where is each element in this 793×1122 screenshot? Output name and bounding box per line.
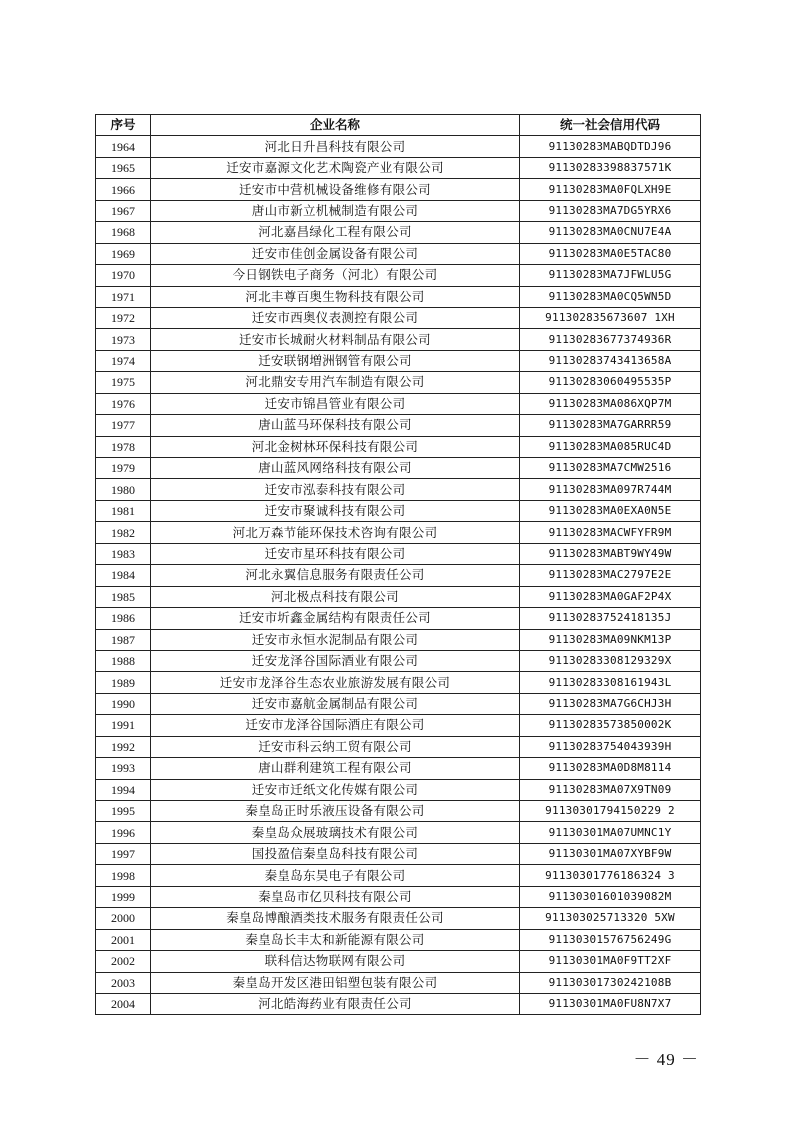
serial-number-cell: 1992 [96, 736, 151, 757]
company-name-cell: 迁安市聚诚科技有限公司 [151, 500, 520, 521]
company-name-cell: 迁安市迁纸文化传媒有限公司 [151, 779, 520, 800]
table-row [96, 779, 701, 800]
credit-code-cell: 91130283MA097R744M [520, 479, 701, 500]
credit-code-cell: 91130283060495535P [520, 372, 701, 393]
table-row [96, 736, 701, 757]
credit-code-cell: 91130283MA7G6CHJ3H [520, 693, 701, 714]
credit-code-cell: 91130283752418135J [520, 608, 701, 629]
serial-number-cell: 1973 [96, 329, 151, 350]
credit-code-cell: 911302835673607 1XH [520, 307, 701, 328]
company-name-cell: 河北金树林环保科技有限公司 [151, 436, 520, 457]
company-name-cell: 迁安市嘉航金属制品有限公司 [151, 693, 520, 714]
table-row [96, 908, 701, 929]
table-body [96, 136, 701, 1015]
table-row [96, 157, 701, 178]
credit-code-cell: 91130301MA07UMNC1Y [520, 822, 701, 843]
table-row [96, 843, 701, 864]
serial-number-cell: 1965 [96, 157, 151, 178]
credit-code-cell: 91130283573850002K [520, 715, 701, 736]
serial-number-cell: 2002 [96, 951, 151, 972]
table-row [96, 136, 701, 157]
credit-code-cell: 91130301MA0F9TT2XF [520, 951, 701, 972]
table-row [96, 500, 701, 521]
serial-number-cell: 1981 [96, 500, 151, 521]
company-name-cell: 秦皇岛市亿贝科技有限公司 [151, 886, 520, 907]
serial-number-cell: 1979 [96, 458, 151, 479]
credit-code-cell: 91130283MA0GAF2P4X [520, 586, 701, 607]
credit-code-cell: 91130283MABT9WY49W [520, 543, 701, 564]
serial-number-cell: 1989 [96, 672, 151, 693]
credit-code-cell: 91130283MABQDTDJ96 [520, 136, 701, 157]
company-name-cell: 今日钢铁电子商务（河北）有限公司 [151, 265, 520, 286]
company-name-cell: 秦皇岛正时乐液压设备有限公司 [151, 801, 520, 822]
table-row [96, 543, 701, 564]
credit-code-cell: 911303025713320 5XW [520, 908, 701, 929]
company-name-cell: 迁安市永恒水泥制品有限公司 [151, 629, 520, 650]
company-name-cell: 河北嘉昌绿化工程有限公司 [151, 222, 520, 243]
serial-number-cell: 1998 [96, 865, 151, 886]
serial-number-cell: 1997 [96, 843, 151, 864]
serial-number-cell: 1999 [96, 886, 151, 907]
company-list-sheet [95, 114, 700, 1015]
credit-code-cell: 91130283MA7GARRR59 [520, 415, 701, 436]
serial-number-cell: 1976 [96, 393, 151, 414]
serial-number-cell: 1971 [96, 286, 151, 307]
serial-number-cell: 1994 [96, 779, 151, 800]
serial-number-cell: 1975 [96, 372, 151, 393]
company-name-cell: 秦皇岛开发区港田铝塑包装有限公司 [151, 972, 520, 993]
company-registry-table [95, 114, 701, 1015]
company-name-cell: 河北日升昌科技有限公司 [151, 136, 520, 157]
credit-code-cell: 91130283MA7JFWLU5G [520, 265, 701, 286]
serial-number-cell: 2000 [96, 908, 151, 929]
serial-number-cell: 1984 [96, 565, 151, 586]
company-name-cell: 迁安市嘉源文化艺术陶瓷产业有限公司 [151, 157, 520, 178]
company-name-cell: 秦皇岛众展玻璃技术有限公司 [151, 822, 520, 843]
serial-number-cell: 1969 [96, 243, 151, 264]
table-row [96, 929, 701, 950]
table-row [96, 608, 701, 629]
table-row [96, 222, 701, 243]
table-row [96, 993, 701, 1014]
company-name-cell: 河北万森节能环保技术咨询有限公司 [151, 522, 520, 543]
credit-code-cell: 91130283MA09NKM13P [520, 629, 701, 650]
credit-code-cell: 91130283MA0CNU7E4A [520, 222, 701, 243]
credit-code-cell: 91130283MACWFYFR9M [520, 522, 701, 543]
credit-code-cell: 91130283677374936R [520, 329, 701, 350]
credit-code-cell: 91130301776186324 3 [520, 865, 701, 886]
serial-number-cell: 1990 [96, 693, 151, 714]
header-serial-number: 序号 [96, 115, 151, 136]
table-row [96, 672, 701, 693]
credit-code-cell: 91130283308161943L [520, 672, 701, 693]
table-row [96, 586, 701, 607]
company-name-cell: 迁安市西奥仪表测控有限公司 [151, 307, 520, 328]
credit-code-cell: 91130283MA0CQ5WN5D [520, 286, 701, 307]
table-row [96, 179, 701, 200]
credit-code-cell: 91130301730242108B [520, 972, 701, 993]
serial-number-cell: 1986 [96, 608, 151, 629]
company-name-cell: 唐山市新立机械制造有限公司 [151, 200, 520, 221]
serial-number-cell: 2003 [96, 972, 151, 993]
serial-number-cell: 2004 [96, 993, 151, 1014]
credit-code-cell: 91130283754043939H [520, 736, 701, 757]
company-name-cell: 河北永翼信息服务有限责任公司 [151, 565, 520, 586]
company-name-cell: 秦皇岛长丰太和新能源有限公司 [151, 929, 520, 950]
table-row [96, 522, 701, 543]
credit-code-cell: 91130301MA07XYBF9W [520, 843, 701, 864]
serial-number-cell: 1968 [96, 222, 151, 243]
table-row [96, 886, 701, 907]
serial-number-cell: 1987 [96, 629, 151, 650]
table-row [96, 200, 701, 221]
company-name-cell: 河北极点科技有限公司 [151, 586, 520, 607]
credit-code-cell: 91130283MA7CMW2516 [520, 458, 701, 479]
serial-number-cell: 1991 [96, 715, 151, 736]
credit-code-cell: 91130283MA07X9TN09 [520, 779, 701, 800]
table-row [96, 415, 701, 436]
company-name-cell: 联科信达物联网有限公司 [151, 951, 520, 972]
serial-number-cell: 1970 [96, 265, 151, 286]
company-name-cell: 河北鼎安专用汽车制造有限公司 [151, 372, 520, 393]
table-row [96, 693, 701, 714]
page-number: － 49 － [633, 1050, 699, 1069]
credit-code-cell: 91130301576756249G [520, 929, 701, 950]
serial-number-cell: 1972 [96, 307, 151, 328]
serial-number-cell: 1982 [96, 522, 151, 543]
serial-number-cell: 1996 [96, 822, 151, 843]
credit-code-cell: 91130283743413658A [520, 350, 701, 371]
table-row [96, 393, 701, 414]
serial-number-cell: 1977 [96, 415, 151, 436]
serial-number-cell: 1988 [96, 650, 151, 671]
company-name-cell: 唐山蓝马环保科技有限公司 [151, 415, 520, 436]
company-name-cell: 迁安龙泽谷国际酒业有限公司 [151, 650, 520, 671]
header-company-name: 企业名称 [151, 115, 520, 136]
company-name-cell: 迁安市锦昌管业有限公司 [151, 393, 520, 414]
serial-number-cell: 1995 [96, 801, 151, 822]
table-row [96, 565, 701, 586]
company-name-cell: 迁安市佳创金属设备有限公司 [151, 243, 520, 264]
table-row [96, 822, 701, 843]
table-row [96, 801, 701, 822]
serial-number-cell: 1980 [96, 479, 151, 500]
credit-code-cell: 91130283MA0FQLXH9E [520, 179, 701, 200]
table-row [96, 629, 701, 650]
company-name-cell: 迁安联钢増洲钢管有限公司 [151, 350, 520, 371]
company-name-cell: 迁安市龙泽谷国际酒庄有限公司 [151, 715, 520, 736]
credit-code-cell: 91130283MA7DG5YRX6 [520, 200, 701, 221]
table-row [96, 972, 701, 993]
credit-code-cell: 91130283308129329X [520, 650, 701, 671]
table-row [96, 243, 701, 264]
header-credit-code: 统一社会信用代码 [520, 115, 701, 136]
table-row [96, 650, 701, 671]
credit-code-cell: 91130283MA0D8M8114 [520, 758, 701, 779]
serial-number-cell: 1974 [96, 350, 151, 371]
table-row [96, 265, 701, 286]
company-name-cell: 河北丰尊百奥生物科技有限公司 [151, 286, 520, 307]
company-name-cell: 迁安市圻鑫金属结构有限责任公司 [151, 608, 520, 629]
serial-number-cell: 1983 [96, 543, 151, 564]
serial-number-cell: 1967 [96, 200, 151, 221]
company-name-cell: 秦皇岛东昊电子有限公司 [151, 865, 520, 886]
table-row [96, 951, 701, 972]
credit-code-cell: 91130301MA0FU8N7X7 [520, 993, 701, 1014]
table-row [96, 865, 701, 886]
table-row [96, 329, 701, 350]
company-name-cell: 迁安市星环科技有限公司 [151, 543, 520, 564]
credit-code-cell: 91130283MA0E5TAC80 [520, 243, 701, 264]
table-row [96, 307, 701, 328]
credit-code-cell: 91130283MA086XQP7M [520, 393, 701, 414]
company-name-cell: 迁安市中营机械设备维修有限公司 [151, 179, 520, 200]
table-header-row [96, 115, 701, 136]
serial-number-cell: 1964 [96, 136, 151, 157]
company-name-cell: 国投盈信秦皇岛科技有限公司 [151, 843, 520, 864]
table-row [96, 758, 701, 779]
credit-code-cell: 91130301601039082M [520, 886, 701, 907]
company-name-cell: 河北皓海药业有限责任公司 [151, 993, 520, 1014]
table-row [96, 286, 701, 307]
table-row [96, 436, 701, 457]
credit-code-cell: 91130283MA085RUC4D [520, 436, 701, 457]
company-name-cell: 迁安市长城耐火材料制品有限公司 [151, 329, 520, 350]
company-name-cell: 秦皇岛博酿酒类技术服务有限责任公司 [151, 908, 520, 929]
company-name-cell: 唐山蓝风网络科技有限公司 [151, 458, 520, 479]
credit-code-cell: 91130301794150229 2 [520, 801, 701, 822]
company-name-cell: 唐山群利建筑工程有限公司 [151, 758, 520, 779]
credit-code-cell: 91130283MAC2797E2E [520, 565, 701, 586]
credit-code-cell: 91130283MA0EXA0N5E [520, 500, 701, 521]
serial-number-cell: 1978 [96, 436, 151, 457]
table-row [96, 479, 701, 500]
table-row [96, 715, 701, 736]
serial-number-cell: 1993 [96, 758, 151, 779]
company-name-cell: 迁安市龙泽谷生态农业旅游发展有限公司 [151, 672, 520, 693]
company-name-cell: 迁安市科云纳工贸有限公司 [151, 736, 520, 757]
table-row [96, 372, 701, 393]
serial-number-cell: 1985 [96, 586, 151, 607]
table-row [96, 458, 701, 479]
table-row [96, 350, 701, 371]
serial-number-cell: 2001 [96, 929, 151, 950]
serial-number-cell: 1966 [96, 179, 151, 200]
company-name-cell: 迁安市泓泰科技有限公司 [151, 479, 520, 500]
credit-code-cell: 91130283398837571K [520, 157, 701, 178]
